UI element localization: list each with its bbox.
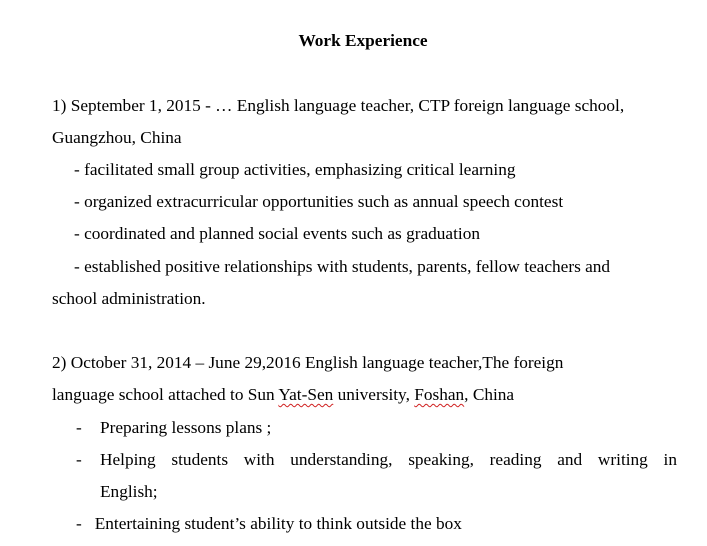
job2-heading-text-b: university, xyxy=(333,385,415,404)
job2-item-1: Preparing lessons plans ; xyxy=(100,418,272,437)
job2-heading-text-c: , China xyxy=(464,385,515,404)
job1-heading-line1: 1) September 1, 2015 - … English language teacher, CTP foreign language school, xyxy=(52,96,625,115)
section-title: Work Experience xyxy=(298,31,428,50)
job1-bullet-4: - established positive relationships with students, parents, fellow teachers and xyxy=(74,257,611,276)
spellcheck-word-yat-sen: Yat-Sen xyxy=(278,385,334,404)
job2-heading-line1: 2) October 31, 2014 – June 29,2016 English language teacher,The foreign xyxy=(52,353,564,372)
job1-bullet-3: - coordinated and planned social events such as graduation xyxy=(74,224,480,243)
job2-heading-text-a: language school attached to Sun xyxy=(52,385,279,404)
job2-item-2: Helping students with understanding, speaking, reading and writing in xyxy=(100,450,677,469)
job1-bullet-1: - facilitated small group activities, emphasizing critical learning xyxy=(74,160,516,179)
job2-item-3: - Entertaining student’s ability to think outside the box xyxy=(76,514,462,533)
job2-dash-2: - xyxy=(76,450,82,469)
job1-bullet-4-continued: school administration. xyxy=(52,289,206,308)
spellcheck-word-foshan: Foshan xyxy=(414,385,465,404)
job2-heading-line2 xyxy=(52,384,514,406)
job2-dash-1: - xyxy=(76,418,82,437)
job2-item-2-continued: English; xyxy=(100,482,158,501)
job1-heading-line2: Guangzhou, China xyxy=(52,128,182,147)
job1-bullet-2: - organized extracurricular opportunities such as annual speech contest xyxy=(74,192,564,211)
